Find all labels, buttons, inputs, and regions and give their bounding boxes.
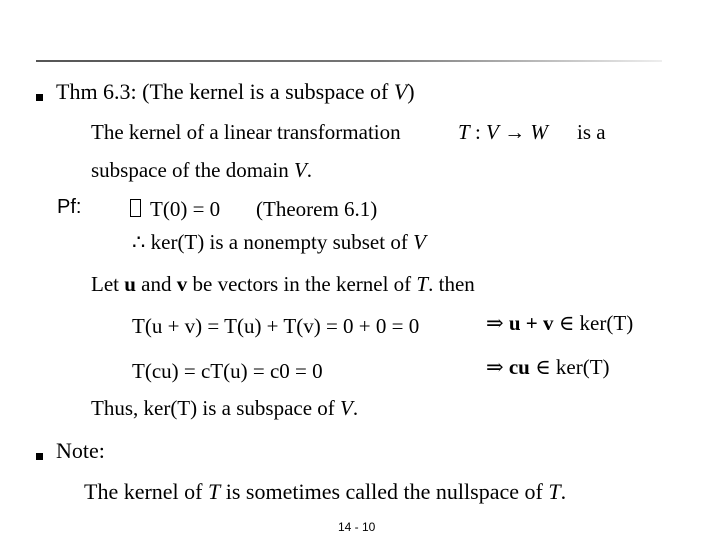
theorem-title: Thm 6.3: (The kernel is a subspace of V) xyxy=(56,79,415,104)
note-text: The kernel of T is sometimes called the nullspace of T. xyxy=(84,479,567,504)
proof-result-scalar: ⇒ cu ∈ ker(T) xyxy=(486,355,610,379)
proof-equation-sum: T(u + v) = T(u) + T(v) = 0 + 0 = 0 xyxy=(132,314,420,338)
proof-let-statement: Let u and v be vectors in the kernel of T. then xyxy=(91,272,475,296)
note-label: Note: xyxy=(56,438,105,463)
proof-step2: ∴ ker(T) is a nonempty subset of V xyxy=(132,230,426,254)
bullet-icon xyxy=(36,94,43,101)
theorem-is-a: is a xyxy=(577,120,606,144)
title-divider xyxy=(36,60,662,62)
theorem-statement-line2: subspace of the domain V. xyxy=(91,158,313,182)
bullet-icon xyxy=(36,453,43,460)
missing-glyph-icon xyxy=(130,199,141,219)
page-number: 14 - 10 xyxy=(338,520,376,534)
proof-conclusion: Thus, ker(T) is a subspace of V. xyxy=(91,396,359,420)
proof-equation-scalar: T(cu) = cT(u) = c0 = 0 xyxy=(132,359,323,383)
proof-result-sum: ⇒ u + v ∈ ker(T) xyxy=(486,311,634,335)
proof-label: Pf: xyxy=(57,196,82,218)
transformation-notation: T : V → W xyxy=(458,120,548,144)
theorem-statement-line1: The kernel of a linear transformation xyxy=(91,120,401,144)
proof-step1-reference: (Theorem 6.1) xyxy=(256,197,378,221)
proof-step1: T(0) = 0 xyxy=(150,197,221,221)
